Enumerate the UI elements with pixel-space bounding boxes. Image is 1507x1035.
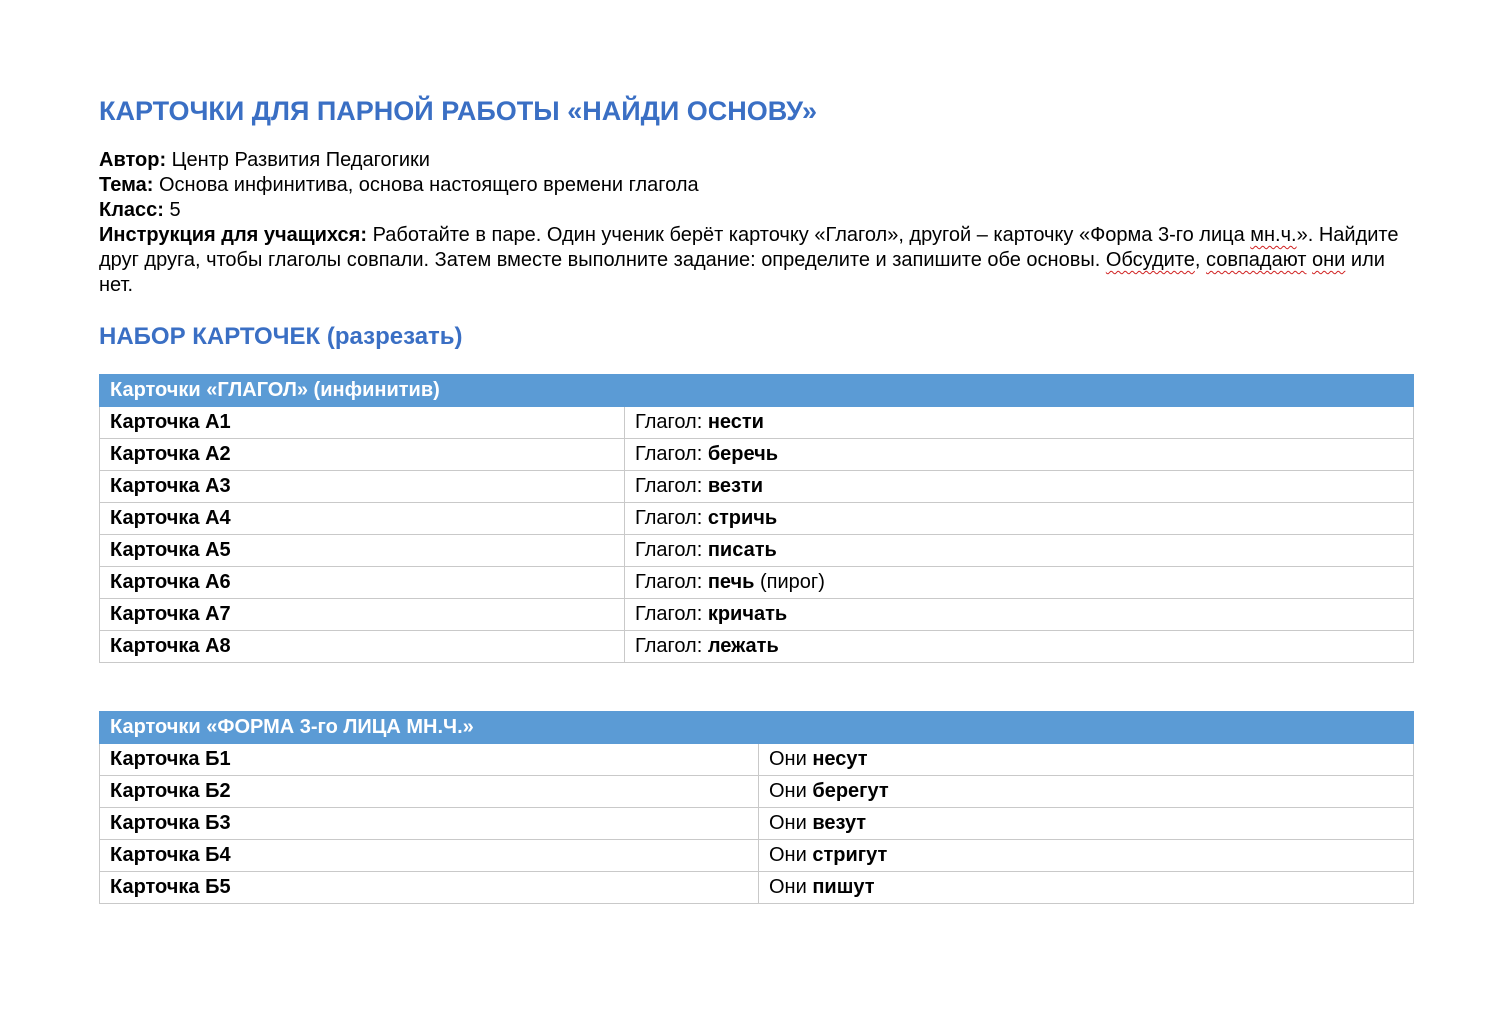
verb-cell — [625, 407, 1414, 439]
verb-word: стричь — [707, 507, 778, 529]
section-title: НАБОР КАРТОЧЕК (разрезать) — [99, 323, 463, 350]
table-row — [100, 631, 1414, 663]
table-header-row — [100, 375, 1414, 407]
verb-prefix: Глагол: — [635, 539, 708, 561]
verb-prefix: Глагол: — [635, 411, 708, 433]
verb-cell — [625, 471, 1414, 503]
verb-word: кричать — [707, 603, 788, 625]
verb-prefix: Глагол: — [635, 443, 708, 465]
card-label: Карточка Б5 — [100, 872, 759, 904]
topic-line — [99, 173, 1413, 198]
verb-table-body — [100, 407, 1414, 663]
form-cell — [759, 808, 1414, 840]
table-row — [100, 407, 1414, 439]
card-label: Карточка А3 — [100, 471, 625, 503]
verb-word: беречь — [707, 443, 779, 465]
form-prefix: Они — [769, 844, 813, 866]
instruction-abbr: мн.ч. — [1250, 224, 1297, 246]
document-page — [99, 90, 1413, 904]
instruction-text-2: ». Найдите друг друга, чтобы глаголы совпали. Затем вместе выполните задание: определите и запишите обе основы. — [99, 224, 1399, 271]
verb-cards-table — [99, 374, 1414, 663]
verb-prefix: Глагол: — [635, 507, 708, 529]
form-cell — [759, 840, 1414, 872]
form-cell — [759, 872, 1414, 904]
verb-cell — [625, 503, 1414, 535]
table-row — [100, 471, 1414, 503]
grade-value: 5 — [169, 199, 181, 221]
table-row — [100, 776, 1414, 808]
verb-word: везти — [707, 475, 764, 497]
table-row — [100, 535, 1414, 567]
verb-note: (пирог) — [754, 571, 825, 593]
verb-prefix: Глагол: — [635, 635, 708, 657]
verb-cell — [625, 631, 1414, 663]
verb-word: писать — [707, 539, 777, 561]
form-prefix: Они — [769, 780, 813, 802]
document-title: КАРТОЧКИ ДЛЯ ПАРНОЙ РАБОТЫ «НАЙДИ ОСНОВУ» — [99, 96, 818, 126]
card-label: Карточка Б1 — [100, 744, 759, 776]
card-label: Карточка Б3 — [100, 808, 759, 840]
card-label: Карточка Б4 — [100, 840, 759, 872]
card-label: Карточка А7 — [100, 599, 625, 631]
grade-label: Класс: — [99, 199, 164, 221]
form-prefix: Они — [769, 748, 813, 770]
form-word: стригут — [812, 844, 888, 866]
form-word: пишут — [812, 876, 875, 898]
form-prefix: Они — [769, 812, 813, 834]
instruction-label: Инструкция для учащихся: — [99, 224, 368, 246]
verb-cell — [625, 439, 1414, 471]
instruction-word-match: совпадают — [1206, 249, 1307, 271]
table-row — [100, 808, 1414, 840]
form-word: несут — [812, 748, 868, 770]
verb-cell — [625, 535, 1414, 567]
author-line — [99, 148, 1413, 173]
instruction-word-they: они — [1312, 249, 1346, 271]
topic-label: Тема: — [99, 174, 154, 196]
instruction-text-3: или нет. — [99, 249, 1385, 296]
verb-word: нести — [707, 411, 764, 433]
card-label: Карточка А4 — [100, 503, 625, 535]
topic-value: Основа инфинитива, основа настоящего времени глагола — [158, 174, 699, 196]
card-label: Карточка А6 — [100, 567, 625, 599]
card-label: Карточка Б2 — [100, 776, 759, 808]
author-value: Центр Развития Педагогики — [171, 149, 430, 171]
plural-form-cards-table — [99, 711, 1414, 904]
instruction-paragraph — [99, 223, 1413, 298]
card-label: Карточка А1 — [100, 407, 625, 439]
instruction-sep-1: , — [1194, 249, 1206, 271]
table-row — [100, 872, 1414, 904]
table-row — [100, 503, 1414, 535]
verb-prefix: Глагол: — [635, 603, 708, 625]
verb-word: лежать — [707, 635, 779, 657]
instruction-word-discuss: Обсудите — [1105, 249, 1195, 271]
verb-prefix: Глагол: — [635, 475, 708, 497]
table-row — [100, 439, 1414, 471]
card-label: Карточка А8 — [100, 631, 625, 663]
form-word: везут — [812, 812, 867, 834]
card-label: Карточка А5 — [100, 535, 625, 567]
table-row — [100, 840, 1414, 872]
table-row — [100, 567, 1414, 599]
instruction-text-1: Работайте в паре. Один ученик берёт карточку «Глагол», другой – карточку «Форма 3-го лица — [372, 224, 1245, 246]
verb-cell — [625, 599, 1414, 631]
verb-prefix: Глагол: — [635, 571, 708, 593]
verb-cell — [625, 567, 1414, 599]
grade-line — [99, 198, 1413, 223]
table-row — [100, 599, 1414, 631]
form-word: берегут — [812, 780, 889, 802]
table-header-row — [100, 712, 1414, 744]
verb-table-header: Карточки «ГЛАГОЛ» (инфинитив) — [100, 375, 1414, 407]
plural-table-header: Карточки «ФОРМА 3-го ЛИЦА МН.Ч.» — [100, 712, 1414, 744]
author-label: Автор: — [99, 149, 167, 171]
form-cell — [759, 776, 1414, 808]
table-row — [100, 744, 1414, 776]
verb-word: печь — [707, 571, 755, 593]
form-prefix: Они — [769, 876, 813, 898]
plural-table-body — [100, 744, 1414, 904]
form-cell — [759, 744, 1414, 776]
card-label: Карточка А2 — [100, 439, 625, 471]
document-meta — [99, 148, 1413, 298]
